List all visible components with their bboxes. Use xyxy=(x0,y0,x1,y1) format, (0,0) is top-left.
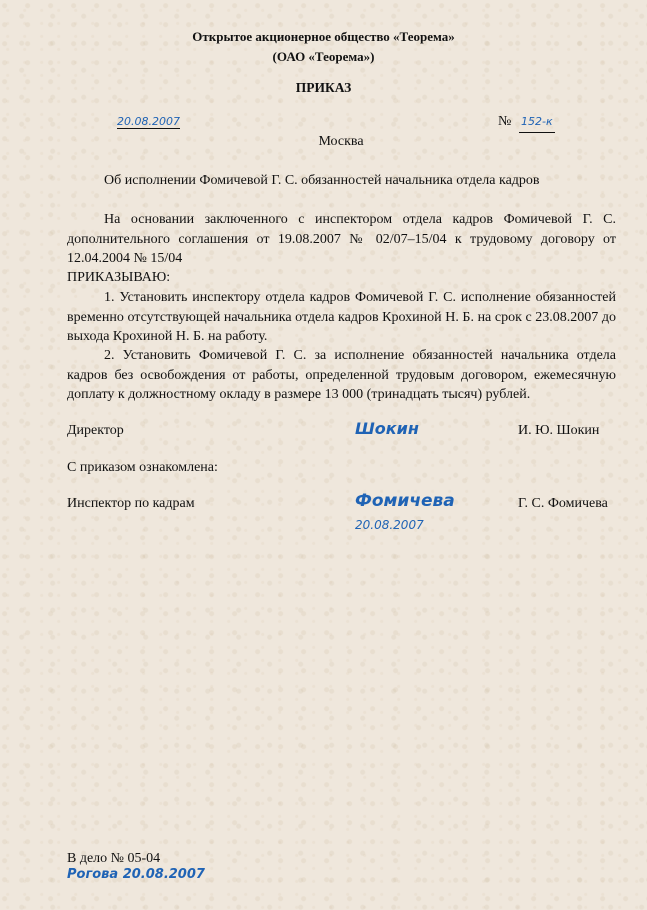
org-name: Открытое акционерное общество «Теорема» xyxy=(192,29,455,44)
date-field xyxy=(117,112,180,130)
director-name: И. Ю. Шокин xyxy=(518,423,600,438)
inspector-signature: Фомичева xyxy=(355,491,455,511)
inspector-sign-date: 20.08.2007 xyxy=(355,518,424,532)
inspector-position: Инспектор по кадрам xyxy=(67,496,195,511)
order-heading: ПРИКАЗЫВАЮ: xyxy=(67,270,171,285)
document-title: ПРИКАЗ xyxy=(295,80,352,95)
org-short-name: (ОАО «Теорема») xyxy=(272,49,375,64)
filing-label: В дело № 05-04 xyxy=(67,851,161,866)
date-handwritten: 20.08.2007 xyxy=(117,115,180,128)
city: Москва xyxy=(318,134,364,149)
number-field xyxy=(498,112,555,133)
director-position: Директор xyxy=(67,423,124,438)
order-item-2: 2. Установить Фомичевой Г. С. за исполнение обязанностей начальника отдела кадров без освобождения от работы, определенной трудовым договором, ежемесячную доплату к должностному окладу в размере 13 000 (тринадцать тысяч) рублей. xyxy=(67,348,616,403)
acquaintance-label: С приказом ознакомлена: xyxy=(67,460,218,475)
order-item-1: 1. Установить инспектору отдела кадров Фомичевой Г. С. исполнение обязанностей временно отсутствующей начальника отдела кадров Крохиной Н. Б. на срок с 23.08.2007 до выхода Крохиной Н. Б. на работу. xyxy=(67,290,616,345)
number-handwritten: 152-к xyxy=(519,112,555,133)
subject-line: Об исполнении Фомичевой Г. С. обязанностей начальника отдела кадров xyxy=(104,173,540,188)
preamble-paragraph: На основании заключенного с инспектором отдела кадров Фомичевой Г. С. дополнительного соглашения от 19.08.2007 № 02/07–15/04 к трудовому договору от 12.04.2004 № 15/04 xyxy=(67,212,616,267)
filing-note: Рогова 20.08.2007 xyxy=(67,867,205,882)
number-label: № xyxy=(498,114,512,129)
director-signature: Шокин xyxy=(355,419,419,438)
inspector-name: Г. С. Фомичева xyxy=(518,496,608,511)
